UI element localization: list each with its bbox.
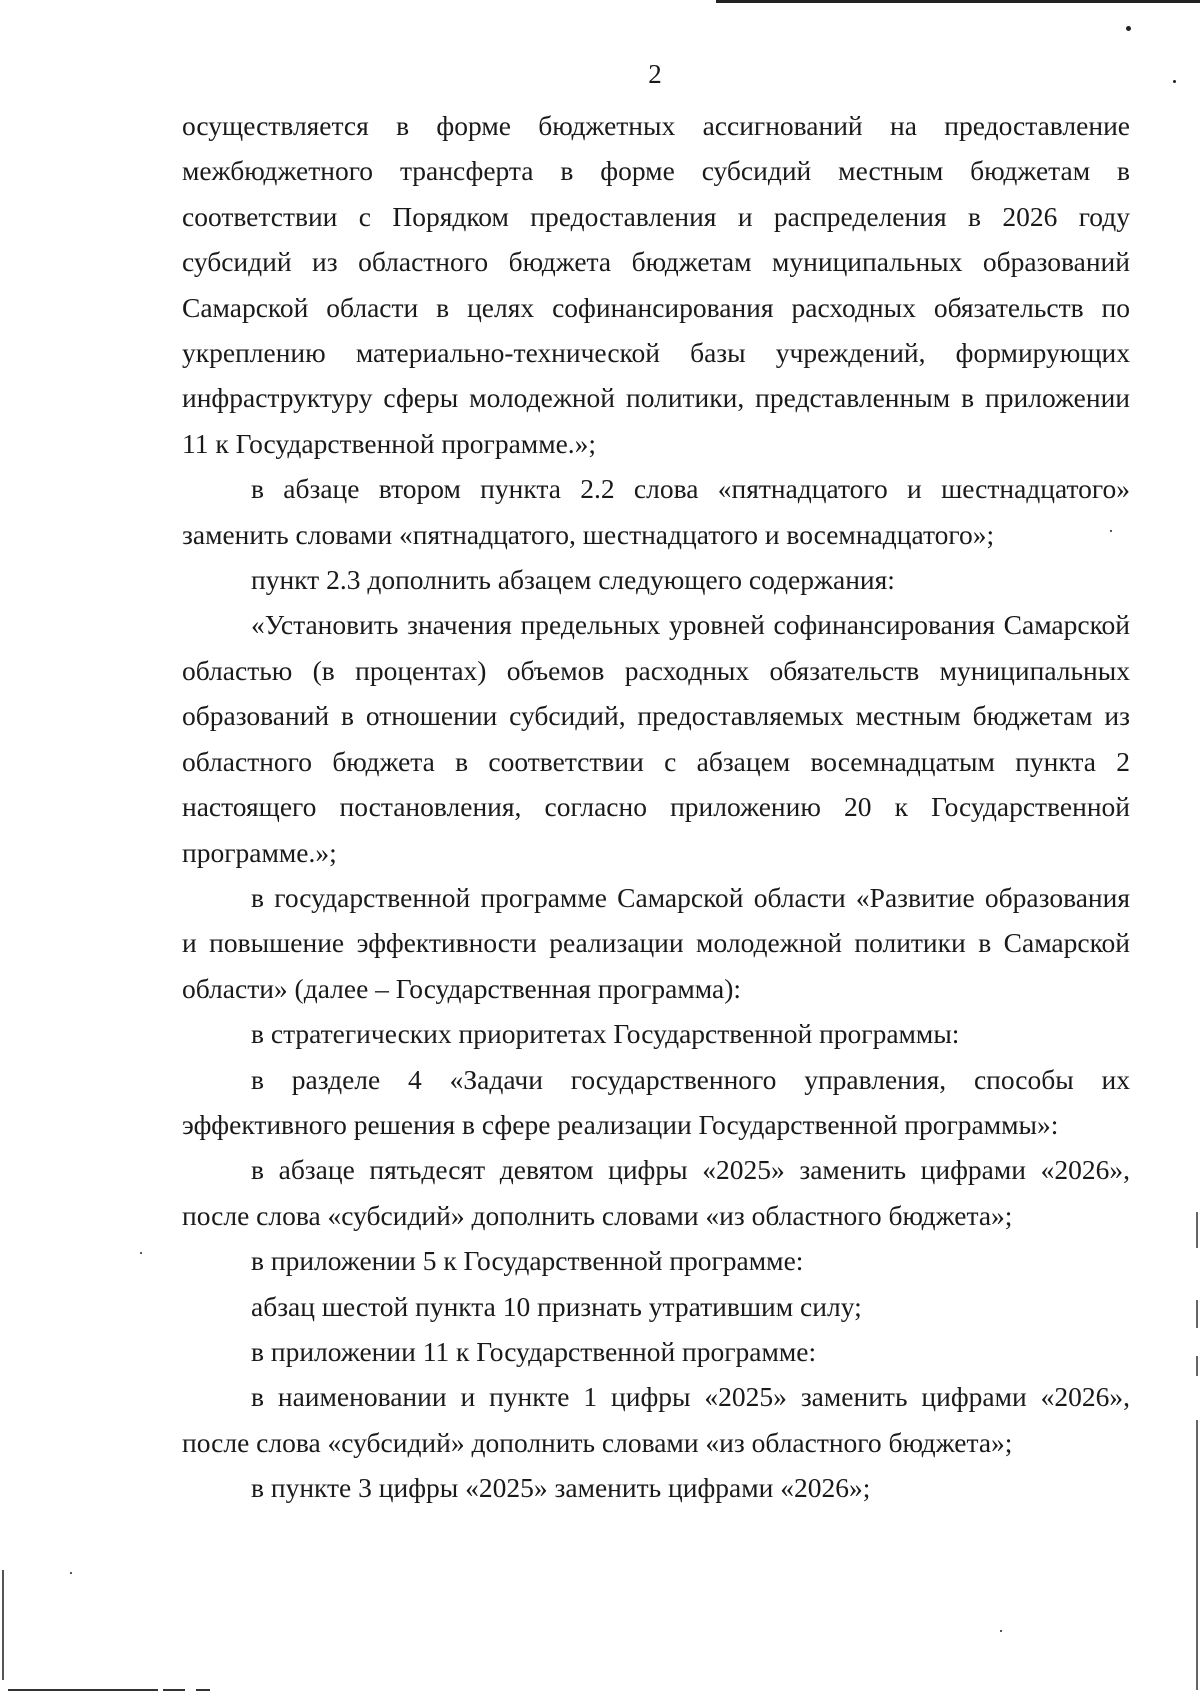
paragraph-continuation: осуществляется в форме бюджетных ассигнований на предоставление межбюджетного трансферта в форме субсидий местным бюджетам в соответствии с Порядком предоставления и распределения в 2026 году субсидий из областного бюджета бюджетам муниципальных образований Самарской области в целях софинансирования расходных обязательств по укреплению материально-технической базы учреждений, формирующих инфраструктуру сферы молодежной политики, представленным в приложении 11 к Государственной программе.»; [182, 110, 1130, 459]
paragraph-quoted-insert: «Установить значения предельных уровней софинансирования Самарской областью (в процентах) объемов расходных обязательств муниципальных образований в отношении субсидий, предоставляемых местным бюджетам из областного бюджета в соответствии с абзацем восемнадцатым пункта 2 настоящего постановления, согласно приложению 20 к Государственной программе.»; [182, 609, 1130, 868]
scan-right-edge [1196, 1420, 1198, 1690]
scan-right-edge [1196, 1212, 1198, 1248]
scan-right-edge [1196, 1300, 1198, 1328]
paragraph: в абзаце пятьдесят девятом цифры «2025» заменить цифрами «2026», после слова «субсидий» дополнить словами «из областного бюджета»; [182, 1154, 1130, 1231]
paragraph: в абзаце втором пункта 2.2 слова «пятнадцатого и шестнадцатого» заменить словами «пятнадцатого, шестнадцатого и восемнадцатого»; [182, 473, 1130, 550]
scan-bottom-rule-dash [163, 1689, 185, 1691]
scan-bottom-rule-dash [196, 1689, 210, 1691]
scan-speck [1000, 1630, 1002, 1632]
scan-left-edge [2, 1570, 4, 1680]
paragraph: в наименовании и пункте 1 цифры «2025» заменить цифрами «2026», после слова «субсидий» дополнить словами «из областного бюджета»; [182, 1381, 1130, 1458]
paragraph: в стратегических приоритетах Государственной программы: [251, 1018, 960, 1050]
paragraph: в разделе 4 «Задачи государственного управления, способы их эффективного решения в сфере реализации Государственной программы»: [182, 1063, 1130, 1140]
scan-speck [140, 1252, 142, 1254]
scan-right-edge [1196, 1356, 1198, 1376]
document-body [182, 103, 1130, 1511]
scan-speck [1126, 26, 1131, 31]
paragraph: в государственной программе Самарской области «Развитие образования и повышение эффективности реализации молодежной политики в Самарской области» (далее – Государственная программа): [182, 881, 1130, 1004]
paragraph: абзац шестой пункта 10 признать утратившим силу; [251, 1290, 862, 1322]
paragraph: пункт 2.3 дополнить абзацем следующего содержания: [251, 564, 895, 596]
paragraph: в приложении 11 к Государственной программе: [251, 1335, 817, 1367]
paragraph: в приложении 5 к Государственной программе: [251, 1245, 804, 1277]
paragraph: в пункте 3 цифры «2025» заменить цифрами «2026»; [251, 1472, 871, 1504]
page-number: 2 [648, 59, 662, 89]
scan-bottom-rule [8, 1689, 158, 1691]
scan-top-rule [716, 0, 1200, 3]
scan-speck [70, 1572, 72, 1574]
